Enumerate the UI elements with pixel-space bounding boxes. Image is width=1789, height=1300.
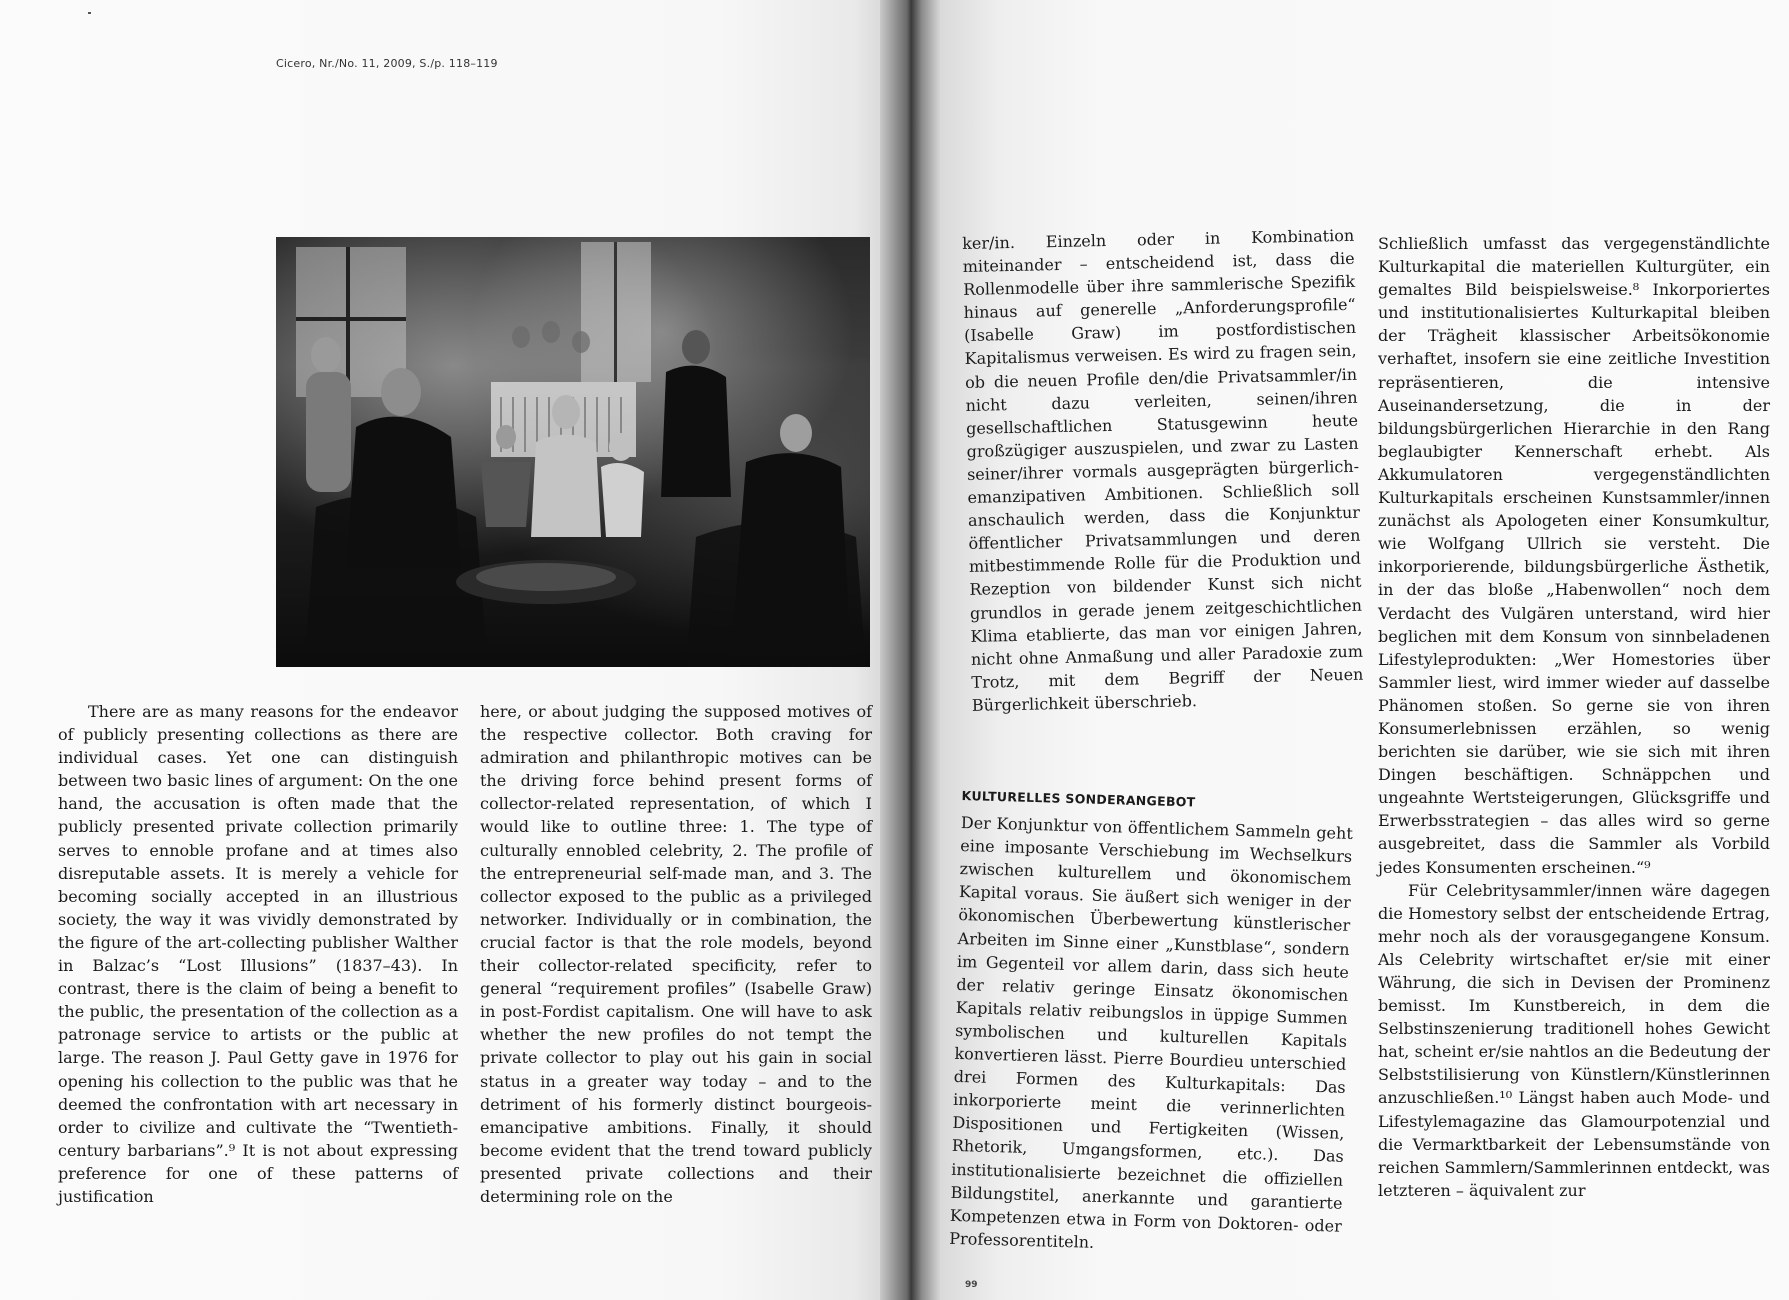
english-paragraph-2: here, or about judging the supposed motives of the respective collector. Both craving for admiration and philanthropic motives can be the driving force behind present forms of collector-related representation, of which I would like to outline three: 1. The type of culturally ennobled celebrity, 2. The profile of the entrepreneurial self-made man, and 3. The collector exposed to the public as a privileged networker. Individually or in combination, the crucial factor is that the role models, beyond their collector-related specificity, refer to general “requirement profiles” (Isabelle Graw) in post-Fordist capitalism. One will have to ask whether the new profiles do not tempt the private collector to play out his gain in social status in a greater way today – and to the detriment of his formerly distinct bourgeois-emancipative ambitions. Finally, it should become evident that the trend toward publicly presented private collections and their determining role on the <box>480 702 872 1206</box>
scan-speck <box>88 12 91 14</box>
german-paragraph-4: Für Celebritysammler/innen wäre dagegen die Homestory selbst der entscheidende Ertrag, mehr noch als der vorausgegangene Konsum. Als Celebrity wirtschaftet er/sie mit einer Währung, die sich in Devisen der Prominenz bemisst. Im Kunstbereich, in dem die Selbstinszenierung traditionell hohes Gewicht hat, scheint er/sie nahtlos an die Bedeutung der Selbststilisierung von Künstlern/Künstlerinnen anzuschließen.¹⁰ Längst haben auch Mode- und Lifestylemagazine das Glamourpotenzial und die Vermarktbarkeit der Lebensumstände von reichen Sammlern/Sammlerinnen entdeckt, was letzteren – äquivalent zur <box>1378 880 1770 1200</box>
section-heading: KULTURELLES SONDERANGEBOT <box>961 787 1196 810</box>
english-column-2 <box>480 700 872 1208</box>
english-column-1 <box>58 700 458 1208</box>
german-paragraph-1: ker/in. Einzeln oder in Kombination miteinander – entscheidend ist, dass die Rollenmodelle über ihre sammlerische Spezifik hinaus auf generelle „Anforderungsprofile“ (Isabelle Graw) im postfordistischen Kapitalismus verweisen. Es wird zu fragen sein, ob die neuen Profile den/die Privatsammler/in nicht dazu verleiten, seinen/ihren gesellschaftlichen Statusgewinn heute großzügiger auszuspielen, und zwar zu Lasten seiner/ihrer vormals ausgeprägten bürgerlich-emanzipativen Ambitionen. Schließlich soll anschaulich werden, dass die Konjunktur öffentlicher Privatsammlungen und deren mitbestimmende Rolle für die Produktion und Rezeption von bildender Kunst sich nicht grundlos in gerade jenem zeitgeschichtlichen Klima etablierte, das man vor einigen Jahren, nicht ohne Anmaßung und aller Paradoxie zum Trotz, mit dem Begriff der Neuen Bürgerlichkeit überschrieb. <box>962 225 1364 715</box>
running-head: Cicero, Nr./No. 11, 2009, S./p. 118–119 <box>276 57 498 70</box>
group-photo-illustration <box>276 237 870 667</box>
book-gutter <box>880 0 940 1300</box>
german-paragraph-2: Der Konjunktur von öffentlichem Sammeln geht eine imposante Verschiebung im Wechselkurs zwischen kulturellem und ökonomischem Kapital voraus. Sie äußert sich weniger in der ökonomischen Überbewertung künstlerischer Arbeiten im Sinne einer „Kunstblase“, sondern im Gegenteil vor allem darin, dass sich heute der relativ geringe Einsatz ökonomischen Kapitals relativ reibungslos in üppige Summen symbolischen und kulturellen Kapitals konvertieren lässt. Pierre Bourdieu unterschied drei Formen des Kulturkapitals: Das inkorporierte meint die verinnerlichten Dispositionen und Fertigkeiten (Wissen, Rhetorik, Umgangsformen, etc.). Das institutionalisierte bezeichnet die offiziellen Bildungstitel, anerkannte und garantierte Kompetenzen etwa in Form von Doktoren- oder Professorentiteln. <box>949 813 1354 1252</box>
page-number: 99 <box>965 1280 978 1290</box>
german-column-1-bottom <box>949 784 1354 1261</box>
german-paragraph-3: Schließlich umfasst das vergegenständlichte Kulturkapital die materiellen Kulturgüter, ein gemaltes Bild beispielsweise.⁸ Inkorporiertes und institutionalisiertes Kulturkapital bleiben der Trägheit klassischer Arbeitsökonomie verhaftet, insofern sie eine zeitliche Investition repräsentieren, die intensive Auseinandersetzung, die in der bildungsbürgerlichen Hierarchie in den Rang beglaubigter Kennerschaft erhebt. Als Akkumulatoren vergegenständlichten Kulturkapitals erscheinen Kunstsammler/innen zunächst als Apologeten einer Konsumkultur, wie Wolfgang Ullrich sie versteht. Die inkorporierende, bildungsbürgerliche Ästhetik, in der das bloße „Habenwollen“ noch dem Verdacht des Vulgären unterstand, wird hier beglichen mit dem Konsum von sinnbeladenen Lifestyleprodukten: „Wer Homestories über Sammler liest, wird immer wieder auf dasselbe Phänomen stoßen. So gerne sie von ihren Konsumerlebnissen erzählen, so wenig berichten sie darüber, wie sie sich mit ihren Dingen beschäftigen. Schnäppchen und ungeahnte Wertsteigerungen, Glücksgriffe und Erwerbsstrategien – das alles wird so gerne ausgebreitet, dass die Sammler als Vorbild jedes Konsumenten erscheinen.“⁹ <box>1378 234 1770 877</box>
german-column-1-top <box>962 224 1364 717</box>
english-paragraph-1: There are as many reasons for the endeavor of publicly presenting collections as there are individual cases. Yet one can distinguish between two basic lines of argument: On the one hand, the accusation is often made that the publicly presented private collection primarily serves to ennoble profane and at times also disreputable assets. It is merely a vehicle for becoming socially accepted in an illustrious society, the way it was vividly demonstrated by the figure of the art-collecting publisher Walther in Balzac’s “Lost Illusions” (1837–43). In contrast, there is the claim of being a benefit to the public, the presentation of the collection as a patronage service to artists or the public at large. The reason J. Paul Getty gave in 1976 for opening his collection to the public was that he deemed the confrontation with art necessary in order to civilize and cultivate the “Twentieth-century barbarians”.⁹ It is not about expressing preference for one of these patterns of justification <box>58 702 458 1206</box>
german-column-2 <box>1378 232 1770 1202</box>
group-photo <box>276 237 870 667</box>
